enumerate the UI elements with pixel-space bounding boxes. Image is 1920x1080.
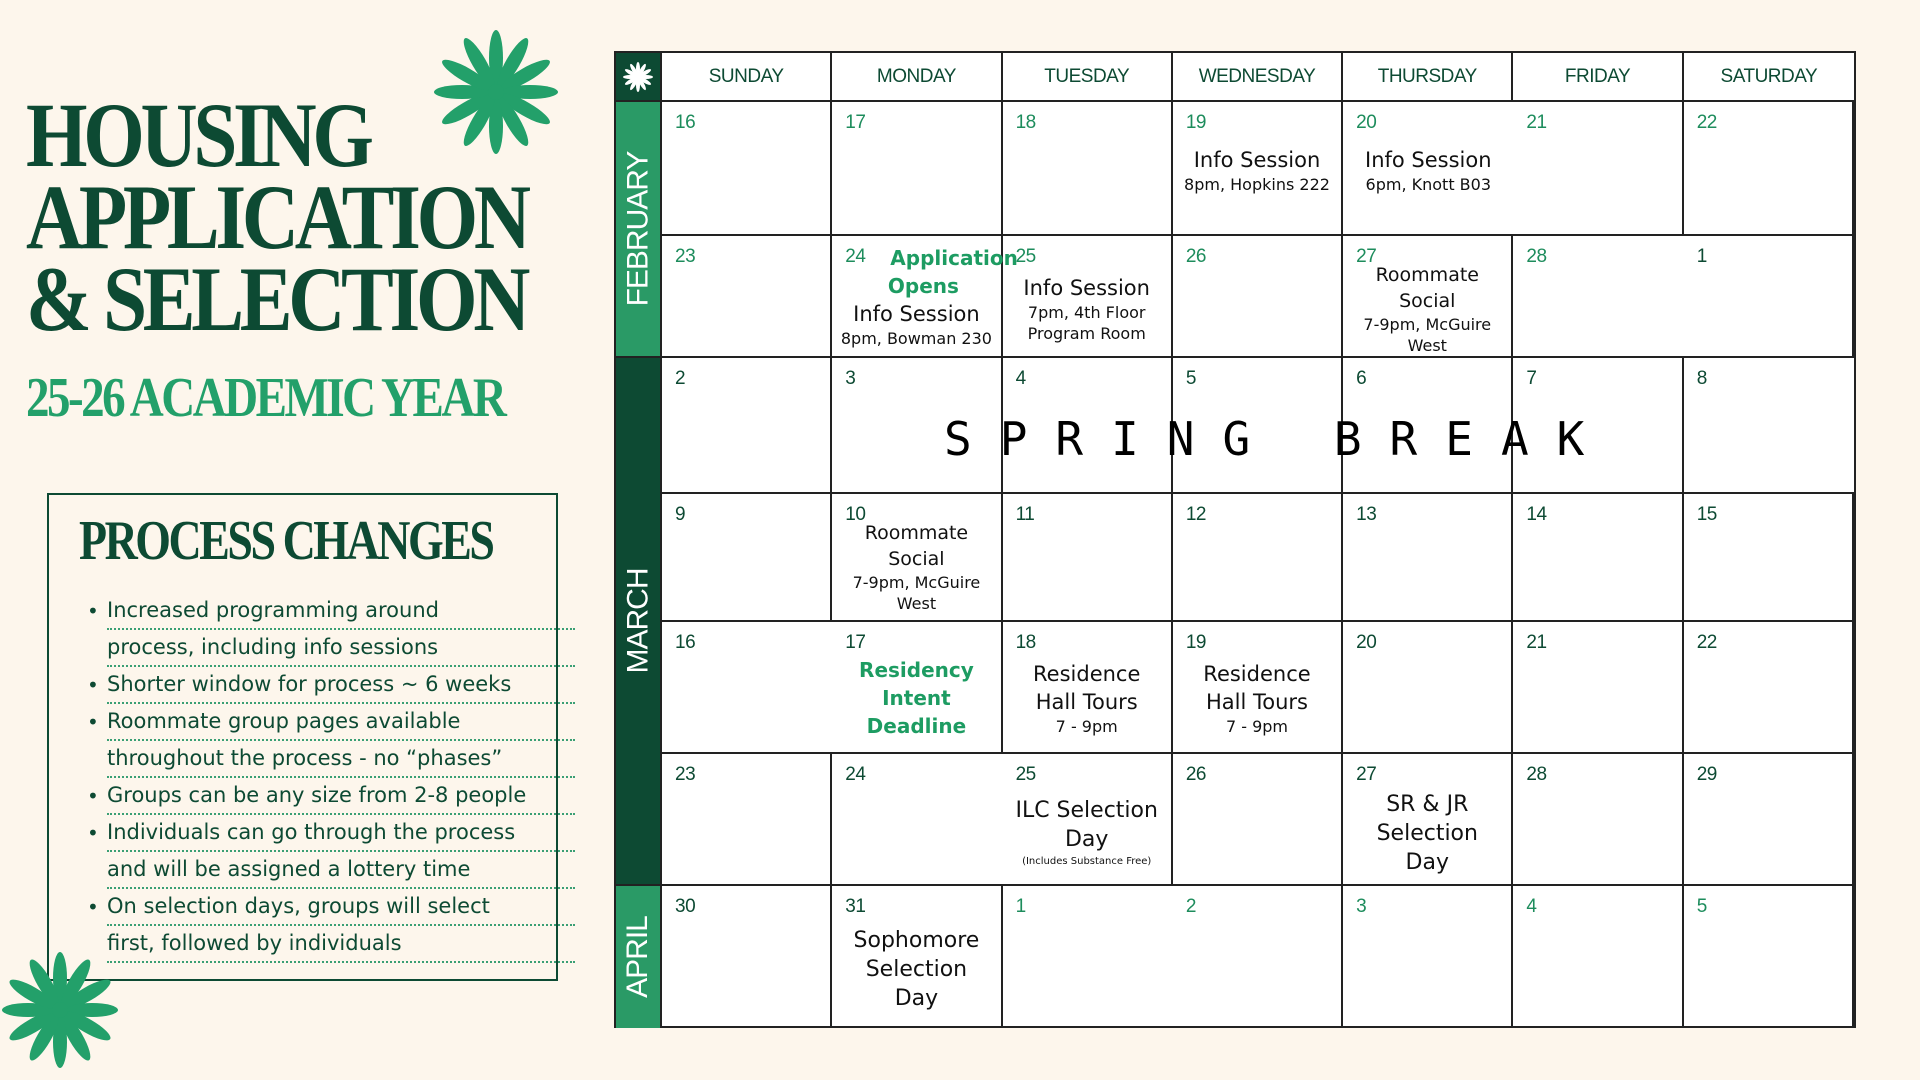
- day-cell: [832, 886, 1002, 1028]
- day-number: 21: [1526, 112, 1547, 133]
- day-cell: [1684, 102, 1854, 236]
- day-cell: [1343, 494, 1513, 622]
- day-cell: [1513, 102, 1683, 236]
- day-number: 4: [1526, 896, 1537, 917]
- day-number: 1: [1015, 896, 1026, 917]
- day-number: 17: [845, 632, 866, 653]
- day-number: 18: [1015, 632, 1036, 653]
- event-ilc-selection-day: ILC Selection Day (Includes Substance Free): [1015, 798, 1158, 867]
- day-number: 7: [1526, 368, 1537, 389]
- event-info-session: Info Session 7pm, 4th Floor Program Room: [1023, 276, 1150, 343]
- day-cell: [662, 494, 832, 622]
- day-cell: [1003, 886, 1173, 1028]
- day-cell: [1003, 494, 1173, 622]
- day-number: 30: [675, 896, 696, 917]
- list-item: • On selection days, groups will select first, followed by individuals: [87, 889, 575, 963]
- title-line: & SELECTION: [26, 248, 527, 350]
- day-number: 14: [1526, 504, 1547, 525]
- day-number: 3: [1356, 896, 1367, 917]
- day-cell: [1684, 622, 1854, 754]
- month-label-february: FEBRUARY: [616, 102, 662, 358]
- day-number: 27: [1356, 246, 1377, 267]
- day-cell: [1513, 886, 1683, 1028]
- day-number: 26: [1185, 246, 1206, 267]
- day-cell: [1173, 622, 1343, 754]
- day-cell: [1684, 494, 1854, 622]
- day-number: 19: [1185, 632, 1206, 653]
- day-number: 16: [675, 632, 696, 653]
- process-changes-list: [87, 593, 575, 963]
- day-number: 11: [1015, 504, 1035, 525]
- day-cell: [1003, 102, 1173, 236]
- spring-break-label: SPRING BREAK: [944, 412, 1613, 466]
- list-item: • Roommate group pages available throughout the process - no “phases”: [87, 704, 575, 778]
- day-cell: [1343, 886, 1513, 1028]
- day-cell: [662, 102, 832, 236]
- event-info-session: Info Session 6pm, Knott B03: [1365, 148, 1492, 194]
- day-number: 16: [675, 112, 696, 133]
- day-cell: [662, 886, 832, 1028]
- flower-icon: [0, 950, 120, 1070]
- day-number: 4: [1015, 368, 1026, 389]
- day-cell: [1513, 622, 1683, 754]
- flower-icon: [622, 61, 654, 93]
- day-cell: [1684, 886, 1854, 1028]
- title-line: HOUSING: [26, 84, 370, 186]
- event-sr-jr-selection-day: SR & JR Selection Day: [1376, 792, 1478, 875]
- day-number: 15: [1696, 504, 1717, 525]
- day-number: 27: [1356, 764, 1377, 785]
- event-application-opens: Application: [890, 246, 1018, 270]
- day-number: 23: [675, 246, 696, 267]
- day-cell: [832, 236, 1018, 358]
- event-roommate-social: Roommate Social 7-9pm, McGuire West: [1363, 264, 1492, 355]
- day-number: 5: [1185, 368, 1196, 389]
- day-number: 9: [675, 504, 686, 525]
- day-number: 13: [1356, 504, 1377, 525]
- day-number: 12: [1185, 504, 1206, 525]
- day-cell: [1173, 236, 1343, 358]
- day-number: 24: [845, 246, 866, 267]
- day-number: 25: [1015, 764, 1036, 785]
- day-cell: [1173, 886, 1343, 1028]
- day-number: 21: [1526, 632, 1547, 653]
- day-number: 23: [675, 764, 696, 785]
- page-title: [26, 84, 527, 350]
- day-cell: [1003, 236, 1173, 358]
- process-changes-heading: PROCESS CHANGES: [79, 510, 493, 572]
- event-roommate-social: Roommate Social 7-9pm, McGuire West: [852, 522, 981, 613]
- day-cell: [1003, 622, 1173, 754]
- day-cell: [1684, 754, 1854, 886]
- day-cell: [1173, 754, 1343, 886]
- day-number: 25: [1015, 246, 1036, 267]
- process-changes-panel: [47, 493, 558, 981]
- day-number: 1: [1696, 246, 1707, 267]
- list-item: • Increased programming around process, including info sessions: [87, 593, 575, 667]
- list-item: • Groups can be any size from 2-8 people: [87, 778, 575, 815]
- day-cell: [662, 754, 832, 886]
- day-cell: [1513, 236, 1683, 358]
- day-header-friday: FRIDAY: [1513, 53, 1683, 102]
- day-number: 2: [675, 368, 686, 389]
- day-cell: [1343, 754, 1513, 886]
- day-header-monday: MONDAY: [832, 53, 1002, 102]
- event-residency-intent-deadline: Residency Intent Deadline: [859, 658, 974, 738]
- day-cell: [1343, 102, 1513, 236]
- day-number: 5: [1696, 896, 1707, 917]
- day-number: 29: [1696, 764, 1717, 785]
- day-header-saturday: SATURDAY: [1684, 53, 1854, 102]
- day-header-wednesday: WEDNESDAY: [1173, 53, 1343, 102]
- day-number: 6: [1356, 368, 1367, 389]
- event-sophomore-selection-day: Sophomore Selection Day: [853, 928, 980, 1011]
- title-line: APPLICATION: [26, 166, 527, 268]
- day-number: 17: [845, 112, 866, 133]
- event-info-session: Opens Info Session 8pm, Bowman 230: [840, 274, 992, 348]
- day-cell: [1513, 754, 1683, 886]
- day-cell: [662, 236, 832, 358]
- day-header-tuesday: TUESDAY: [1003, 53, 1173, 102]
- day-number: 26: [1185, 764, 1206, 785]
- page-subtitle: 25-26 ACADEMIC YEAR: [26, 367, 505, 429]
- day-cell: [662, 358, 832, 494]
- day-cell: [662, 622, 832, 754]
- day-cell: [1173, 494, 1343, 622]
- day-cell: [1343, 622, 1513, 754]
- day-number: 22: [1696, 632, 1717, 653]
- day-number: 28: [1526, 764, 1547, 785]
- day-header-thursday: THURSDAY: [1343, 53, 1513, 102]
- day-number: 2: [1185, 896, 1196, 917]
- day-number: 22: [1696, 112, 1717, 133]
- day-cell: [1684, 358, 1854, 494]
- day-number: 10: [845, 504, 866, 525]
- list-item: • Shorter window for process ~ 6 weeks: [87, 667, 575, 704]
- day-cell: [1684, 236, 1854, 358]
- month-label-march: MARCH: [616, 358, 662, 886]
- day-number: 19: [1185, 112, 1206, 133]
- day-number: 20: [1356, 632, 1377, 653]
- list-item: • Individuals can go through the process and will be assigned a lottery time: [87, 815, 575, 889]
- calendar-corner: [616, 53, 662, 102]
- day-cell: [832, 494, 1002, 622]
- day-cell: [832, 102, 1002, 236]
- day-number: 18: [1015, 112, 1036, 133]
- event-info-session: Info Session 8pm, Hopkins 222: [1184, 148, 1330, 194]
- day-cell: [1173, 102, 1343, 236]
- day-number: 28: [1526, 246, 1547, 267]
- month-label-april: APRIL: [616, 886, 662, 1028]
- day-number: 31: [845, 896, 866, 917]
- calendar-grid: [614, 51, 1856, 1028]
- day-cell: [1343, 236, 1513, 358]
- day-number: 3: [845, 368, 856, 389]
- day-header-sunday: SUNDAY: [662, 53, 832, 102]
- day-cell: [832, 754, 1002, 886]
- day-cell: [832, 622, 1002, 754]
- day-number: 20: [1356, 112, 1377, 133]
- event-residence-hall-tours: Residence Hall Tours 7 - 9pm: [1203, 662, 1311, 736]
- day-number: 8: [1696, 368, 1707, 389]
- day-cell: [1513, 494, 1683, 622]
- day-number: 24: [845, 764, 866, 785]
- day-cell: [1003, 754, 1173, 886]
- event-residence-hall-tours: Residence Hall Tours 7 - 9pm: [1033, 662, 1141, 736]
